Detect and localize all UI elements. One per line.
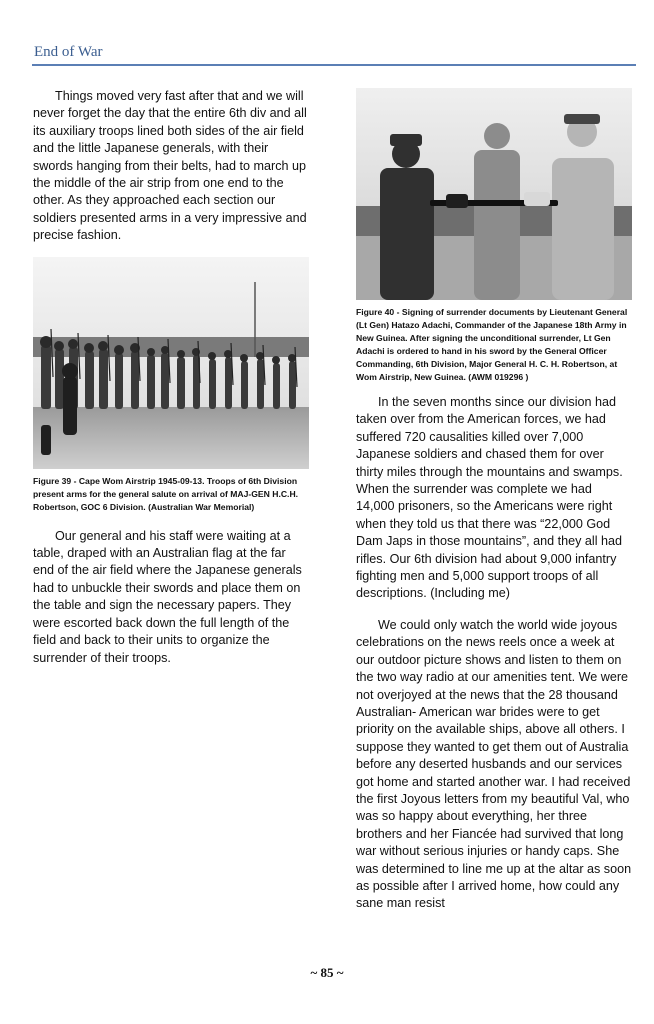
left-column [33,88,309,667]
figure-39-photo [33,257,309,469]
figure-39-caption: Figure 39 - Cape Wom Airstrip 1945-09-13. Troops of 6th Division present arms for the general salute on arrival of MAJ-GEN H.C.H. Robertson, GOC 6 Division. (Australian War Memorial) [33,475,299,512]
paragraph-general-table: Our general and his staff were waiting at a table, draped with an Australian flag at the far end of the air field where the Japanese generals had to unbuckle their swords and place them on the table and sign the necessary papers. They were escorted back down the full length of the field and back to their units to organize the surrender of their troops. [33,528,302,665]
header-divider [32,64,636,66]
figure-40-photo [356,88,632,300]
paragraph-seven-months: In the seven months since our division had taken over from the American forces, we had suffered 720 causalities killed over 7,000 Japanese soldiers and chased them for over thirty miles through the mountains and swamps. When the surrender was complete we had 14,000 prisoners, so the Americans were right when they told us that there was “22,000 God Dam Japs in those mountains”, and they all had rifles. Our 6th division had about 9,000 infantry fighting men and 5,000 support troops of all descriptions. (Including me) [356,395,623,601]
right-column [356,88,632,913]
figure-40-caption: Figure 40 - Signing of surrender documents by Lieutenant General (Lt Gen) Hatazo Adachi, Commander of the Japanese 18th Army in New Guinea. After signing the unconditional surrender, Lt Gen Adachi is ordered to hand in his sword by the General Officer Commanding, 6th Division, Major General H. C. H. Robertson, at Wom Airstrip, New Guinea. (AWM 019296 ) [356,307,628,382]
page-number: ~ 85 ~ [310,965,344,980]
paragraph-celebrations: We could only watch the world wide joyous celebrations on the news reels once a week at our outdoor picture shows and listen to them on the two way radio at our amenities tent. We were not overjoyed at the news that the 28 thousand Australian- American war brides were to get priority on the available ships, above all others. I suppose they wanted to get them out of Australia before any deserted husbands and our services got home and started another war. I had received the first Joyous letters from my beautiful Val, who was so happy about everything, her three brothers and her Fiancée had survived that long war without serious injuries or handy caps. She was determined to line me up at the altar as soon as possible after I arrived home, how could any sane man resist [356,617,632,911]
surrender-signing-image [356,88,632,300]
section-title: End of War [34,44,103,60]
troops-parade-image [33,257,309,469]
paragraph-air-field-march: Things moved very fast after that and we will never forget the day that the entire 6th div and all its auxiliary troops lined both sides of the air field and the little Japanese generals, with their swords hanging from their belts, had to march up the middle of the air strip from one end to the other. As they approached each section our soldiers presented arms in a very impressive and precise fashion. [33,89,307,243]
